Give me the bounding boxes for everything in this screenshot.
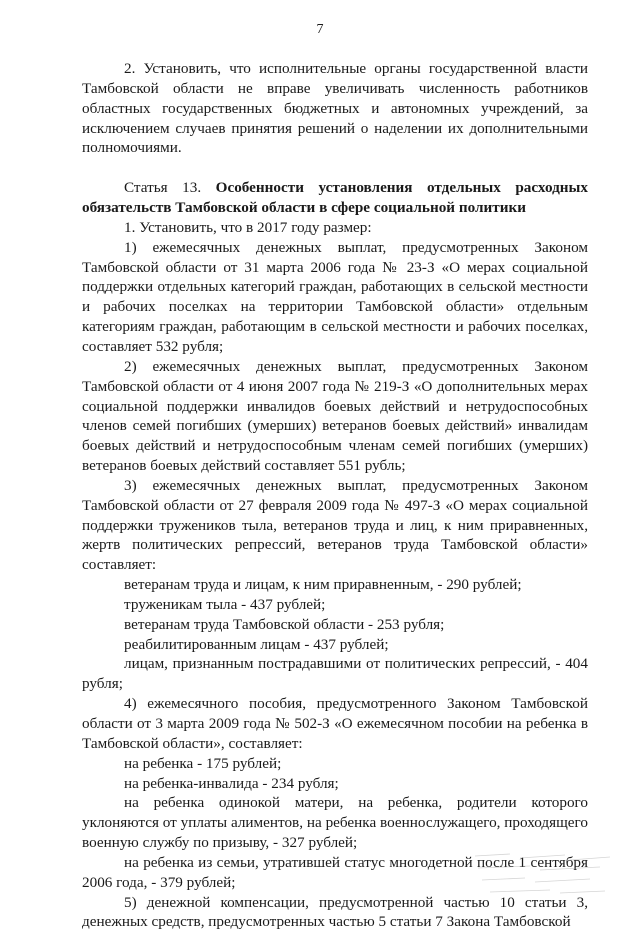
list-item-home-front: труженикам тыла - 437 рублей;: [124, 595, 326, 613]
paragraph-item-4: 4) ежемесячного пособия, предусмотренного Законом Тамбовской области от 3 марта 2009 года № 502-З «О ежемесячном пособии на ребенка в Тамбовской области», составляет:: [82, 695, 588, 752]
paragraph-item-2: 2) ежемесячных денежных выплат, предусмотренных Законом Тамбовской области от 4 июня 2007 года № 219-З «О дополнительных мерах социальной поддержки инвалидов боевых действий и нетрудоспособных членов семей погибших (умерших) ветеранов боевых действий» инвалидам боевых действий и нетрудоспособным членам семей погибших (умерших) ветеранов боевых действий составляет 551 рубль;: [82, 357, 588, 475]
list-item-veterans-tambov: ветеранам труда Тамбовской области - 253 рубля;: [124, 615, 445, 633]
paragraph-item-3: 3) ежемесячных денежных выплат, предусмотренных Законом Тамбовской области от 27 февраля 2009 года № 497-З «О мерах социальной поддержки тружеников тыла, ветеранов труда и лиц, к ним приравненных, жертв политических репрессий, ветеранов труда Тамбовской области» составляет:: [82, 476, 588, 574]
page-number: 7: [316, 22, 324, 37]
document-body: [82, 59, 588, 932]
list-item-repression-victims: лицам, признанным пострадавшими от политических репрессий, - 404 рубля;: [82, 655, 588, 693]
paragraph-item-1: 1) ежемесячных денежных выплат, предусмотренных Законом Тамбовской области от 31 марта 2006 года № 23-З «О мерах социальной поддержки отдельных категорий граждан, работающих в сельской местности и рабочих поселках на территории Тамбовской области» отдельным категориям граждан, работающим в сельской местности и рабочих поселках, составляет 532 рубля;: [82, 238, 588, 355]
article-13-heading: [82, 178, 588, 218]
paragraph-establish-2: 2. Установить, что исполнительные органы государственной власти Тамбовской области не вправе увеличивать численность работников областных государственных бюджетных и автономных учреждений, за исключением случаев принятия решений о наделении их дополнительными полномочиями.: [82, 60, 588, 157]
list-item-disabled-child: на ребенка-инвалида - 234 рубля;: [124, 774, 339, 792]
article-number: Статья 13.: [124, 179, 202, 197]
list-item-child: на ребенка - 175 рублей;: [124, 754, 282, 772]
list-item-large-family-child: на ребенка из семьи, утратившей статус многодетной после 1 сентября 2006 года, - 379 рублей;: [82, 853, 588, 891]
stamp-smudge-icon: [470, 848, 620, 898]
paragraph-establish-1: 1. Установить, что в 2017 году размер:: [124, 218, 372, 236]
article-title: Особенности установления отдельных расходных обязательств Тамбовской области в сфере социальной политики: [82, 179, 588, 217]
paragraph-item-5: 5) денежной компенсации, предусмотренной частью 10 статьи 3, денежных средств, предусмотренных частью 5 статьи 7 Закона Тамбовской: [82, 893, 588, 931]
list-item-rehabilitated: реабилитированным лицам - 437 рублей;: [124, 635, 389, 653]
list-item-single-mother-child: на ребенка одинокой матери, на ребенка, родители которого уклоняются от уплаты алиментов, на ребенка военнослужащего, проходящего военную службу по призыву, - 327 рублей;: [82, 794, 588, 852]
list-item-veterans: ветеранам труда и лицам, к ним приравненным, - 290 рублей;: [124, 576, 522, 594]
